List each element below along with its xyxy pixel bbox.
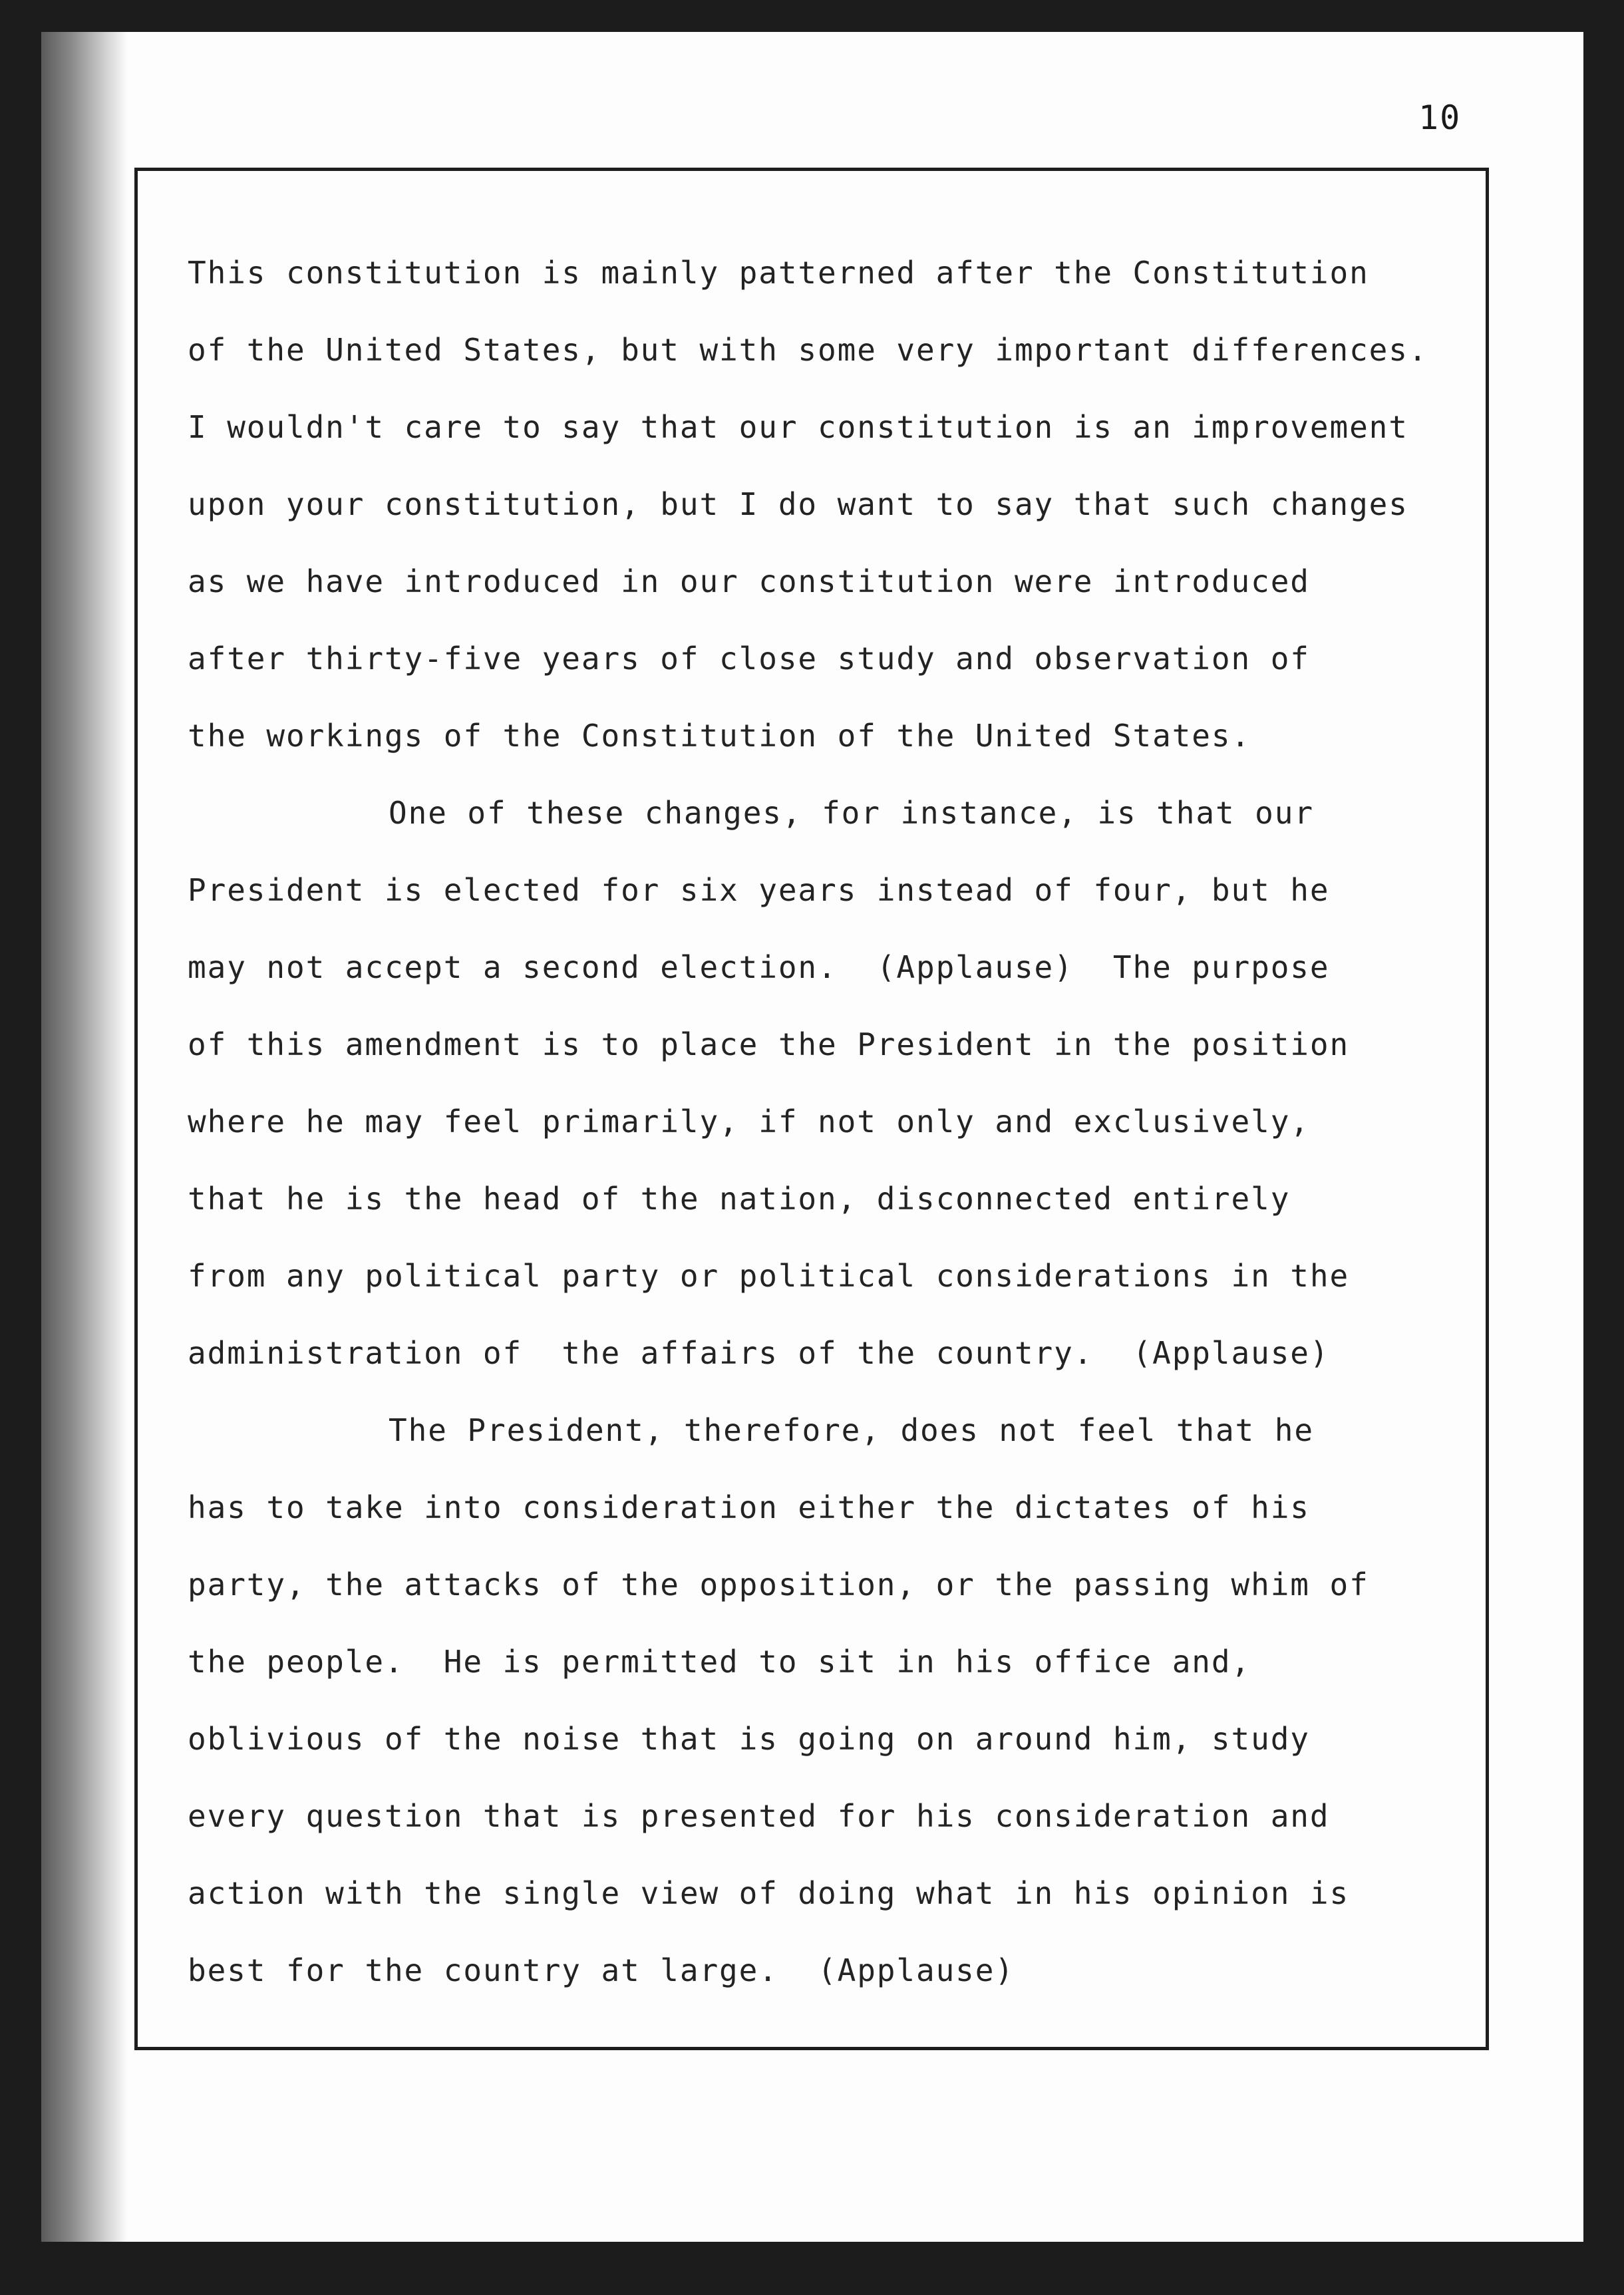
text-line: upon your constitution, but I do want to say that such changes: [188, 486, 1408, 522]
binding-shadow: [41, 32, 128, 2242]
text-line: after thirty-five years of close study and observation of: [188, 641, 1310, 677]
text-line: oblivious of the noise that is going on around him, study: [188, 1721, 1310, 1757]
text-line: administration of the affairs of the country. (Applause): [188, 1335, 1330, 1371]
paragraph-first-line: The President, therefore, does not feel that he: [389, 1412, 1314, 1448]
document-page: [41, 32, 1583, 2242]
text-line: of this amendment is to place the President in the position: [188, 1026, 1350, 1062]
text-line: This constitution is mainly patterned after the Constitution: [188, 255, 1369, 291]
text-line: has to take into consideration either the dictates of his: [188, 1489, 1310, 1525]
text-line: President is elected for six years instead of four, but he: [188, 872, 1330, 908]
text-line: from any political party or political considerations in the: [188, 1258, 1350, 1294]
text-line: the people. He is permitted to sit in his office and,: [188, 1644, 1251, 1680]
text-line: action with the single view of doing what in his opinion is: [188, 1875, 1350, 1911]
text-line: I wouldn't care to say that our constitution is an improvement: [188, 409, 1408, 445]
text-line: may not accept a second election. (Applause) The purpose: [188, 949, 1330, 985]
paragraph-first-line: One of these changes, for instance, is that our: [389, 795, 1314, 831]
text-line: as we have introduced in our constitution were introduced: [188, 563, 1310, 599]
text-line: every question that is presented for his consideration and: [188, 1798, 1330, 1834]
page-number: 10: [1418, 98, 1462, 137]
text-line: that he is the head of the nation, disconnected entirely: [188, 1181, 1291, 1217]
text-line: the workings of the Constitution of the United States.: [188, 718, 1251, 754]
text-line: party, the attacks of the opposition, or the passing whim of: [188, 1567, 1369, 1603]
text-line: where he may feel primarily, if not only and exclusively,: [188, 1104, 1310, 1140]
text-line: of the United States, but with some very important differences.: [188, 332, 1428, 368]
text-line: best for the country at large. (Applause): [188, 1952, 1015, 1988]
